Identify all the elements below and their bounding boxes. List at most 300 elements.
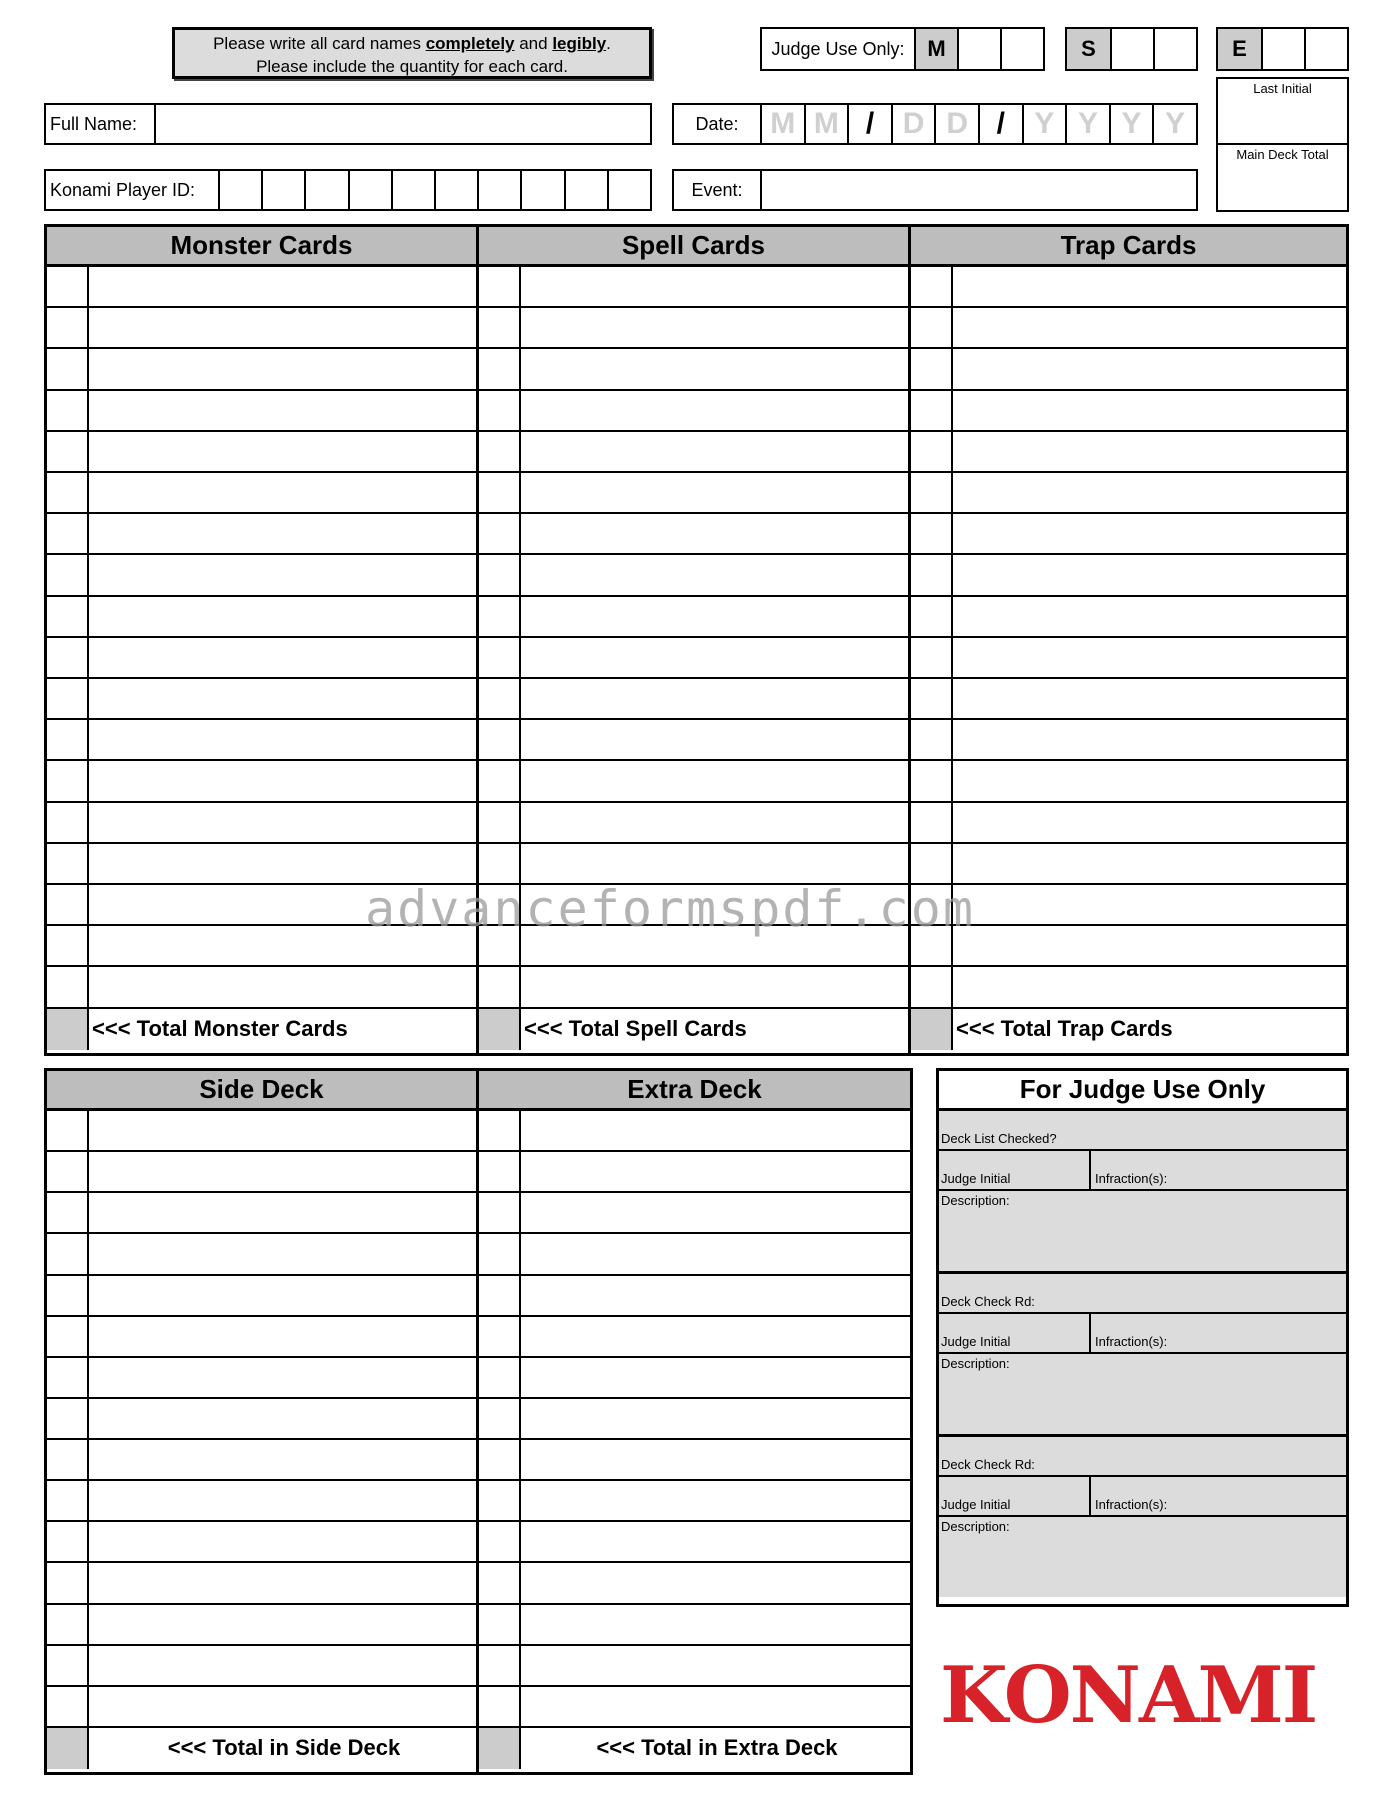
quantity-cell[interactable] <box>47 679 89 718</box>
quantity-cell[interactable] <box>479 1358 521 1397</box>
deck-list-checked-cell[interactable]: Deck List Checked? <box>939 1111 1346 1151</box>
quantity-cell[interactable] <box>479 1563 521 1602</box>
card-row <box>47 1317 476 1358</box>
main-deck-total-label: Main Deck Total <box>1236 147 1329 162</box>
judge-s-cell[interactable] <box>1110 29 1153 69</box>
spell-table-header: Spell Cards <box>479 227 908 267</box>
card-name-cell[interactable] <box>521 473 908 512</box>
trap-total-label: <<< Total Trap Cards <box>956 1016 1173 1042</box>
card-name-cell[interactable] <box>89 1193 476 1232</box>
card-row <box>47 1522 476 1563</box>
date-year-cell[interactable]: Y <box>1165 107 1186 140</box>
judge-section <box>939 1111 1346 1274</box>
card-name-cell[interactable] <box>521 803 908 842</box>
date-year-cell[interactable]: Y <box>1067 105 1111 143</box>
quantity-cell[interactable] <box>47 1152 89 1191</box>
last-initial-label: Last Initial <box>1253 81 1312 96</box>
quantity-cell[interactable] <box>911 555 953 594</box>
card-row <box>47 720 476 761</box>
quantity-cell[interactable] <box>911 391 953 430</box>
card-row <box>47 967 476 1008</box>
card-name-cell[interactable] <box>89 720 476 759</box>
description-cell[interactable]: Description: <box>941 1519 1010 1534</box>
card-name-cell[interactable] <box>89 349 476 388</box>
quantity-cell[interactable] <box>479 308 521 347</box>
judge-panel-title: For Judge Use Only <box>939 1071 1346 1111</box>
card-row <box>911 514 1346 555</box>
quantity-cell[interactable] <box>479 349 521 388</box>
card-row <box>47 1399 476 1440</box>
player-id-digit[interactable] <box>306 171 349 209</box>
card-row <box>479 1276 910 1317</box>
quantity-cell[interactable] <box>479 555 521 594</box>
last-initial-cell[interactable] <box>1218 79 1347 145</box>
card-row <box>47 1687 476 1728</box>
card-name-cell[interactable] <box>521 679 908 718</box>
card-name-cell[interactable] <box>89 803 476 842</box>
player-id-digit[interactable] <box>436 171 479 209</box>
quantity-cell[interactable] <box>911 638 953 677</box>
infraction-cell[interactable]: Infraction(s): <box>1095 1171 1168 1186</box>
quantity-cell[interactable] <box>911 967 953 1006</box>
card-row <box>911 308 1346 349</box>
card-row <box>479 1522 910 1563</box>
quantity-cell[interactable] <box>47 761 89 800</box>
quantity-cell[interactable] <box>911 844 953 883</box>
quantity-cell[interactable] <box>47 1111 89 1150</box>
card-row <box>911 349 1346 390</box>
date-month-cell[interactable]: M <box>762 105 806 143</box>
quantity-cell[interactable] <box>911 720 953 759</box>
side-total-count-cell[interactable] <box>47 1728 89 1769</box>
card-row <box>479 720 908 761</box>
player-id-digit[interactable] <box>566 171 609 209</box>
quantity-cell[interactable] <box>47 803 89 842</box>
card-name-cell[interactable] <box>521 1481 910 1520</box>
card-row <box>911 967 1346 1008</box>
quantity-cell[interactable] <box>911 761 953 800</box>
trap-total-row <box>911 1009 1346 1050</box>
card-name-cell[interactable] <box>89 1605 476 1644</box>
player-id-digit[interactable] <box>350 171 393 209</box>
card-name-cell[interactable] <box>521 432 908 471</box>
card-row <box>47 1152 476 1193</box>
card-name-cell[interactable] <box>953 720 1346 759</box>
quantity-cell[interactable] <box>479 1522 521 1561</box>
judge-use-top <box>760 27 1045 71</box>
quantity-cell[interactable] <box>479 1605 521 1644</box>
quantity-cell[interactable] <box>911 349 953 388</box>
quantity-cell[interactable] <box>479 514 521 553</box>
card-name-cell[interactable] <box>953 391 1346 430</box>
card-name-cell[interactable] <box>89 391 476 430</box>
date-field <box>672 103 1198 145</box>
quantity-cell[interactable] <box>479 1276 521 1315</box>
quantity-cell[interactable] <box>47 1646 89 1685</box>
quantity-cell[interactable] <box>911 267 953 306</box>
card-name-cell[interactable] <box>89 844 476 883</box>
full-name-input[interactable] <box>156 105 650 143</box>
card-name-cell[interactable] <box>521 761 908 800</box>
card-name-cell[interactable] <box>89 1563 476 1602</box>
card-row <box>47 844 476 885</box>
event-input[interactable] <box>762 171 1196 209</box>
card-name-cell[interactable] <box>521 1522 910 1561</box>
card-name-cell[interactable] <box>89 1358 476 1397</box>
description-cell[interactable]: Description: <box>941 1193 1010 1208</box>
judge-s-cell[interactable] <box>1153 29 1196 69</box>
judge-m-cell[interactable] <box>957 29 1000 69</box>
card-name-cell[interactable] <box>89 967 476 1006</box>
card-name-cell[interactable] <box>953 514 1346 553</box>
card-row <box>479 267 908 308</box>
player-id-digit[interactable] <box>263 171 306 209</box>
card-row <box>479 514 908 555</box>
card-row <box>911 679 1346 720</box>
quantity-cell[interactable] <box>479 967 521 1006</box>
quantity-cell[interactable] <box>479 1481 521 1520</box>
judge-initial-cell[interactable]: Judge Initial <box>939 1151 1091 1189</box>
card-name-cell[interactable] <box>953 473 1346 512</box>
card-row <box>479 1440 910 1481</box>
quantity-cell[interactable] <box>47 1440 89 1479</box>
quantity-cell[interactable] <box>479 679 521 718</box>
quantity-cell[interactable] <box>479 1234 521 1273</box>
card-row <box>47 597 476 638</box>
card-row <box>47 555 476 596</box>
spell-total-count-cell[interactable] <box>479 1009 521 1050</box>
card-name-cell[interactable] <box>521 1111 910 1150</box>
card-name-cell[interactable] <box>89 555 476 594</box>
konami-logo: KONAMI <box>940 1650 1317 1741</box>
quantity-cell[interactable] <box>47 432 89 471</box>
monster-total-row <box>47 1009 476 1050</box>
quantity-cell[interactable] <box>47 1234 89 1273</box>
quantity-cell[interactable] <box>47 1193 89 1232</box>
card-row <box>47 308 476 349</box>
date-month-cell[interactable]: M <box>806 105 850 143</box>
card-name-cell[interactable] <box>953 638 1346 677</box>
card-name-cell[interactable] <box>89 308 476 347</box>
card-row <box>911 473 1346 514</box>
card-name-cell[interactable] <box>89 1152 476 1191</box>
card-row <box>911 844 1346 885</box>
monster-table-header: Monster Cards <box>47 227 476 267</box>
card-name-cell[interactable] <box>89 1646 476 1685</box>
judge-m-label: M <box>914 29 957 69</box>
monster-total-count-cell[interactable] <box>47 1009 89 1050</box>
card-row <box>479 1399 910 1440</box>
quantity-cell[interactable] <box>911 308 953 347</box>
card-name-cell[interactable] <box>521 1563 910 1602</box>
card-name-cell[interactable] <box>953 597 1346 636</box>
side-total-row <box>47 1728 476 1769</box>
card-row <box>479 1234 910 1275</box>
card-name-cell[interactable] <box>521 1234 910 1273</box>
quantity-cell[interactable] <box>479 1687 521 1726</box>
card-row <box>47 1358 476 1399</box>
infraction-cell[interactable]: Infraction(s): <box>1095 1497 1168 1512</box>
quantity-cell[interactable] <box>47 1605 89 1644</box>
card-name-cell[interactable] <box>521 844 908 883</box>
card-name-cell[interactable] <box>953 679 1346 718</box>
quantity-cell[interactable] <box>479 267 521 306</box>
card-name-cell[interactable] <box>521 1440 910 1479</box>
card-name-cell[interactable] <box>89 1481 476 1520</box>
card-row <box>47 1646 476 1687</box>
trap-total-count-cell[interactable] <box>911 1009 953 1050</box>
quantity-cell[interactable] <box>479 432 521 471</box>
extra-table-header: Extra Deck <box>479 1071 910 1111</box>
card-row <box>911 432 1346 473</box>
card-row <box>47 1276 476 1317</box>
card-name-cell[interactable] <box>953 308 1346 347</box>
deck-check-round-cell[interactable]: Deck Check Rd: <box>939 1274 1346 1314</box>
quantity-cell[interactable] <box>47 308 89 347</box>
quantity-cell[interactable] <box>479 1317 521 1356</box>
date-day-cell[interactable]: D <box>936 105 980 143</box>
card-row <box>47 1193 476 1234</box>
side-deck-table <box>44 1068 479 1775</box>
date-separator: / <box>980 105 1024 143</box>
quantity-cell[interactable] <box>911 432 953 471</box>
card-row <box>911 638 1346 679</box>
card-name-cell[interactable] <box>521 1687 910 1726</box>
card-row <box>911 267 1346 308</box>
description-cell[interactable]: Description: <box>941 1356 1010 1371</box>
card-name-cell[interactable] <box>953 885 1346 924</box>
card-name-cell[interactable] <box>89 1276 476 1315</box>
card-name-cell[interactable] <box>953 926 1346 965</box>
date-day-cell[interactable]: D <box>893 105 937 143</box>
card-name-cell[interactable] <box>89 1234 476 1273</box>
quantity-cell[interactable] <box>47 638 89 677</box>
judge-e-cell[interactable] <box>1261 29 1304 69</box>
judge-summary-box <box>1216 77 1349 212</box>
card-row <box>479 1317 910 1358</box>
card-name-cell[interactable] <box>89 1111 476 1150</box>
card-name-cell[interactable] <box>521 1646 910 1685</box>
quantity-cell[interactable] <box>479 1646 521 1685</box>
card-name-cell[interactable] <box>89 1317 476 1356</box>
card-name-cell[interactable] <box>89 432 476 471</box>
card-name-cell[interactable] <box>953 349 1346 388</box>
card-name-cell[interactable] <box>521 555 908 594</box>
judge-s-label: S <box>1067 29 1110 69</box>
quantity-cell[interactable] <box>47 555 89 594</box>
player-id-digit[interactable] <box>479 171 522 209</box>
quantity-cell[interactable] <box>47 597 89 636</box>
card-name-cell[interactable] <box>89 597 476 636</box>
side-table-header: Side Deck <box>47 1071 476 1111</box>
card-name-cell[interactable] <box>89 514 476 553</box>
quantity-cell[interactable] <box>479 761 521 800</box>
instructions-line2: Please include the quantity for each card. <box>256 57 568 76</box>
quantity-cell[interactable] <box>47 720 89 759</box>
judge-initial-cell[interactable]: Judge Initial <box>939 1477 1091 1515</box>
quantity-cell[interactable] <box>47 391 89 430</box>
judge-e-cell[interactable] <box>1304 29 1347 69</box>
quantity-cell[interactable] <box>47 1358 89 1397</box>
card-name-cell[interactable] <box>521 1605 910 1644</box>
card-row <box>47 1234 476 1275</box>
quantity-cell[interactable] <box>47 844 89 883</box>
card-name-cell[interactable] <box>89 1399 476 1438</box>
quantity-cell[interactable] <box>911 473 953 512</box>
card-name-cell[interactable] <box>521 967 908 1006</box>
infraction-cell[interactable]: Infraction(s): <box>1095 1334 1168 1349</box>
card-name-cell[interactable] <box>521 1276 910 1315</box>
quantity-cell[interactable] <box>47 967 89 1006</box>
quantity-cell[interactable] <box>47 1276 89 1315</box>
quantity-cell[interactable] <box>911 803 953 842</box>
card-row <box>47 267 476 308</box>
judge-panel <box>936 1068 1349 1607</box>
card-row <box>47 1440 476 1481</box>
date-year-cell[interactable]: Y <box>1111 105 1155 143</box>
quantity-cell[interactable] <box>911 514 953 553</box>
card-name-cell[interactable] <box>521 1399 910 1438</box>
card-row <box>479 1111 910 1152</box>
judge-initial-cell[interactable]: Judge Initial <box>939 1314 1091 1352</box>
card-name-cell[interactable] <box>89 267 476 306</box>
card-row <box>911 720 1346 761</box>
quantity-cell[interactable] <box>479 844 521 883</box>
card-name-cell[interactable] <box>521 349 908 388</box>
quantity-cell[interactable] <box>479 1152 521 1191</box>
player-id-label: Konami Player ID: <box>46 171 220 209</box>
quantity-cell[interactable] <box>47 1687 89 1726</box>
quantity-cell[interactable] <box>47 926 89 965</box>
main-deck-total-cell[interactable] <box>1218 145 1347 210</box>
player-id-digit[interactable] <box>522 171 565 209</box>
quantity-cell[interactable] <box>479 720 521 759</box>
quantity-cell[interactable] <box>47 885 89 924</box>
quantity-cell[interactable] <box>479 473 521 512</box>
card-name-cell[interactable] <box>953 803 1346 842</box>
deck-check-round-cell[interactable]: Deck Check Rd: <box>939 1437 1346 1477</box>
card-row <box>479 597 908 638</box>
quantity-cell[interactable] <box>479 1399 521 1438</box>
card-name-cell[interactable] <box>89 679 476 718</box>
card-row <box>47 514 476 555</box>
trap-table-header: Trap Cards <box>911 227 1346 267</box>
quantity-cell[interactable] <box>479 638 521 677</box>
card-name-cell[interactable] <box>953 844 1346 883</box>
instructions-box <box>172 27 652 79</box>
card-name-cell[interactable] <box>521 308 908 347</box>
player-id-digit[interactable] <box>220 171 263 209</box>
card-name-cell[interactable] <box>89 1687 476 1726</box>
card-row <box>479 1646 910 1687</box>
judge-use-label: Judge Use Only: <box>771 38 905 59</box>
card-name-cell[interactable] <box>953 761 1346 800</box>
card-row <box>47 1563 476 1604</box>
quantity-cell[interactable] <box>47 473 89 512</box>
card-row <box>47 1111 476 1152</box>
card-name-cell[interactable] <box>89 761 476 800</box>
card-name-cell[interactable] <box>521 638 908 677</box>
card-row <box>47 679 476 720</box>
judge-e-box <box>1216 27 1349 71</box>
card-name-cell[interactable] <box>521 720 908 759</box>
extra-total-count-cell[interactable] <box>479 1728 521 1769</box>
card-name-cell[interactable] <box>953 432 1346 471</box>
card-name-cell[interactable] <box>89 473 476 512</box>
card-name-cell[interactable] <box>953 267 1346 306</box>
card-name-cell[interactable] <box>521 267 908 306</box>
quantity-cell[interactable] <box>47 349 89 388</box>
judge-e-label: E <box>1218 29 1261 69</box>
card-row <box>47 432 476 473</box>
card-row <box>47 803 476 844</box>
card-row <box>479 1358 910 1399</box>
event-field <box>672 169 1198 211</box>
quantity-cell[interactable] <box>479 1440 521 1479</box>
quantity-cell[interactable] <box>911 679 953 718</box>
date-year-cell[interactable]: Y <box>1024 105 1068 143</box>
card-name-cell[interactable] <box>521 1193 910 1232</box>
player-id-field <box>44 169 652 211</box>
quantity-cell[interactable] <box>479 803 521 842</box>
quantity-cell[interactable] <box>47 267 89 306</box>
quantity-cell[interactable] <box>479 391 521 430</box>
quantity-cell[interactable] <box>47 1522 89 1561</box>
player-id-digit[interactable] <box>609 171 650 209</box>
quantity-cell[interactable] <box>479 597 521 636</box>
card-name-cell[interactable] <box>521 1152 910 1191</box>
extra-total-row <box>479 1728 910 1769</box>
quantity-cell[interactable] <box>47 1563 89 1602</box>
card-row <box>479 1481 910 1522</box>
card-row <box>479 967 908 1008</box>
judge-s-box <box>1065 27 1198 71</box>
card-name-cell[interactable] <box>521 1358 910 1397</box>
card-name-cell[interactable] <box>521 1317 910 1356</box>
quantity-cell[interactable] <box>911 597 953 636</box>
quantity-cell[interactable] <box>47 1399 89 1438</box>
card-name-cell[interactable] <box>953 967 1346 1006</box>
card-name-cell[interactable] <box>521 597 908 636</box>
quantity-cell[interactable] <box>479 1111 521 1150</box>
quantity-cell[interactable] <box>47 1481 89 1520</box>
card-row <box>479 679 908 720</box>
full-name-label: Full Name: <box>46 105 156 143</box>
card-row <box>911 803 1346 844</box>
card-name-cell[interactable] <box>521 514 908 553</box>
date-grid <box>762 105 1196 143</box>
extra-total-label: <<< Total in Extra Deck <box>596 1735 838 1761</box>
card-name-cell[interactable] <box>89 1522 476 1561</box>
card-name-cell[interactable] <box>89 638 476 677</box>
instructions-line1: Please write all card names completely and legibly. <box>213 34 611 53</box>
watermark-text: advanceformspdf.com <box>365 880 975 938</box>
player-id-grid <box>220 171 650 209</box>
quantity-cell[interactable] <box>47 1317 89 1356</box>
quantity-cell[interactable] <box>479 1193 521 1232</box>
card-row <box>47 1605 476 1646</box>
card-name-cell[interactable] <box>89 1440 476 1479</box>
judge-section <box>939 1274 1346 1437</box>
card-name-cell[interactable] <box>521 391 908 430</box>
quantity-cell[interactable] <box>47 514 89 553</box>
card-row <box>479 1687 910 1728</box>
card-row <box>911 555 1346 596</box>
card-name-cell[interactable] <box>953 555 1346 594</box>
player-id-digit[interactable] <box>393 171 436 209</box>
judge-m-cell[interactable] <box>1000 29 1043 69</box>
card-row <box>47 391 476 432</box>
